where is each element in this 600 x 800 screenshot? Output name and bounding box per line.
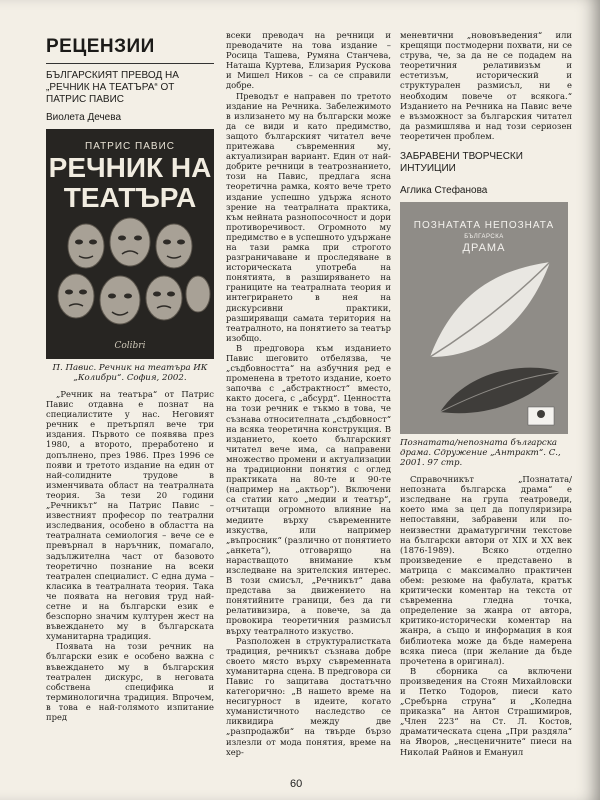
cover-1-caption: П. Павис. Речник на театъра ИК „Колибри“. София, 2002. (52, 363, 208, 383)
section-rule (46, 63, 214, 64)
article-2-author: Аглика Стефанова (400, 185, 488, 197)
cover-2-subtitle-2: ДРАМА (462, 242, 506, 255)
article-1-paragraph: Преводът е направен по третото издание на Речника. Забележимото в излизането му на български може да се види и като предимство, защото българският читател вече притежава съвременния му, актуализиран вариант. Един от най-добрите речници в театрознанието, този на Павис, предлага ясна теоретична рамка, която вече трето издание успешно удържа ясното зрение на театралната практика, към нейната разнопосочност и дори противоречивост. Огромното му предимство е в успешното удържане на тази рамка при строгото разграничаване и проследяване в историческата употреба на понятията, в разширяването на границите на театралната теория и интегрирането в нея на дискурсивни практики, разширяващи самата територия на театралното, на понятието за театър изобщо. (226, 90, 391, 343)
cover-title-line1: РЕЧНИК НА (48, 152, 212, 183)
section-title: РЕЦЕНЗИИ (46, 36, 155, 57)
leaf-illustration (400, 257, 568, 432)
article-1-paragraph: Появата на този речник на български език е особено важна с въвеждането му в българския театрален дискурс, в неговата собствена специфика и терминологична традиция. Впрочем, в това е най-голямото изпитание пред (46, 641, 214, 722)
book-cover-drama (400, 202, 568, 434)
article-2-paragraph: Справочникът „Познатата/непозната българска драма“ е изследване на група театроведи, което има за цел да популяризира непоставяни, забравени или по-неизвестни драматургични текстове на български автори от XIX и XX век (1876-1989). Всяко отделно произведение е представено в матрица с максимално практичен обем: резюме на фабулата, кратък критически коментар на текста от съвременна гледна точка, определение за жанра от автора, критико-исторически коментар на жанра, а също и информация в коя библиотека може да бъде намерена всяка пиеса (при желание да бъде прочетена в оригинал). (400, 474, 572, 666)
article-1-author: Виолета Дечева (46, 112, 122, 123)
cover-2-caption: Познатата/непозната българска драма. Сдружение „Антракт“. С., 2001. 97 стр. (400, 438, 561, 469)
article-2-title: ЗАБРАВЕНИ ТВОРЧЕСКИ ИНТУИЦИИ (400, 151, 523, 175)
cover-2-subtitle: БЪЛГАРСКА (464, 234, 504, 241)
article-1-paragraph: В предговора към изданието Павис шеговито отбелязва, че „съдбовността“ на азбучния ред е променена в третото издание, което започва с „абстрактност“ вместо, както досега, с „абсурд“. Ценността на този речник е тъкмо в това, че съзнава относителната „съдбовност“ на всяка теоретична конструкция. В изданието, което българският читател вече има, са направени множество промени и актуализации на традиционни понятия с оглед практиката на 80-те и 90-те (например на „актьор“). Включени са статии като „медии и театър“, отчитащи огромното влияние на медиите върху съвременните изкуства, или например „въпросник“ (различно от понятието „анкета“), отговарящо на нарастващото внимание към изследване на зрителския интерес. В този смисъл, „Речникът“ дава представа за движението на понятийните граници, без да ги релативизира, а повече, за да провокира теоретичния размисъл върху театралното изкуство. (226, 342, 391, 636)
article-2-paragraph: В сборника са включени произведения на Стоян Михайловски и Петко Тодоров, пиеси като „Сребърна струна“ и „Коледна приказка“ на Антон Страшимиров, „Член 223“ на Ст. Л. Костов, драматическата сцена „При раздяла“ на Яворов, „несценичните“ пиеси на Николай Райнов и Емануил (400, 665, 572, 757)
column-3 (400, 30, 572, 757)
cover-publisher: Colibri (114, 341, 146, 351)
article-1-paragraph: Разположен в структуралистката традиция, речникът съзнава добре своето място върху съвременната хуманитарна сцена. В предговора си Павис го защитава достатъчно категорично: „В нашето време на несигурност в идеите, когато хуманистичното наследство се ликвидира между две „разпродажби“ на твърде бързо излезли от мода понятия, време на хер- (226, 635, 391, 757)
theatre-masks-illustration (46, 214, 214, 339)
article-1-title: БЪЛГАРСКИЯТ ПРЕВОД НА „РЕЧНИК НА ТЕАТЪРА“ ОТ ПАТРИС ПАВИС (46, 70, 179, 105)
column-2 (226, 30, 391, 757)
page-number: 60 (290, 778, 303, 790)
cover-title-line2: ТЕАТЪРА (63, 182, 197, 213)
article-1-paragraph: „Речник на театъра“ от Патрис Павис отдавна е познат на специалистите у нас. Неговият речник е претърпял вече три издания. Първото се появява през 1980, а второто, преработено и допълнено, през 1986. През 1996 се появи и третото издание на един от най-солидните трудове в изменчивата област на театралната теория. За тези 20 години „Речникът“ на Патрис Павис – известният професор по театрални изследвания, особено в областта на театралната семиология – вече се е превърнал в наръчник, помагало, задължителна част от базовото теоретично познание на всеки театрален специалист. С една думa – класика в театралната теория. Така че появата на неговия труд най-сетне и на български език е безспорно значим културен жест на въвеждането му в българската хуманитарна традиция. (46, 389, 214, 642)
article-1-paragraph: всеки преводач на речници и преводачите на това издание – Росица Ташева, Румяна Станчева, Наташа Куртева, Елизария Рускова и Мишел Ников – са се справили добре. (226, 30, 391, 91)
column-1 (46, 30, 214, 722)
article-1-paragraph-end: меневтични „нововъведения“ или крещящи постмодерни похвати, ни се струва, че, за да не се подадем на теоретичния релативизъм и естетизъм, исторический и структурален размисъл, ни е необходим повече от всякога.“ Изданието на Речника на Павис вече е възможност за българския читател да размишлява и над този сериозен теоретичен проблем. (400, 30, 572, 141)
book-cover-dictionary (46, 129, 214, 359)
cover-2-title: ПОЗНАТАТА НЕПОЗНАТА (413, 220, 555, 232)
cover-author: ПАТРИС ПАВИС (85, 141, 175, 152)
